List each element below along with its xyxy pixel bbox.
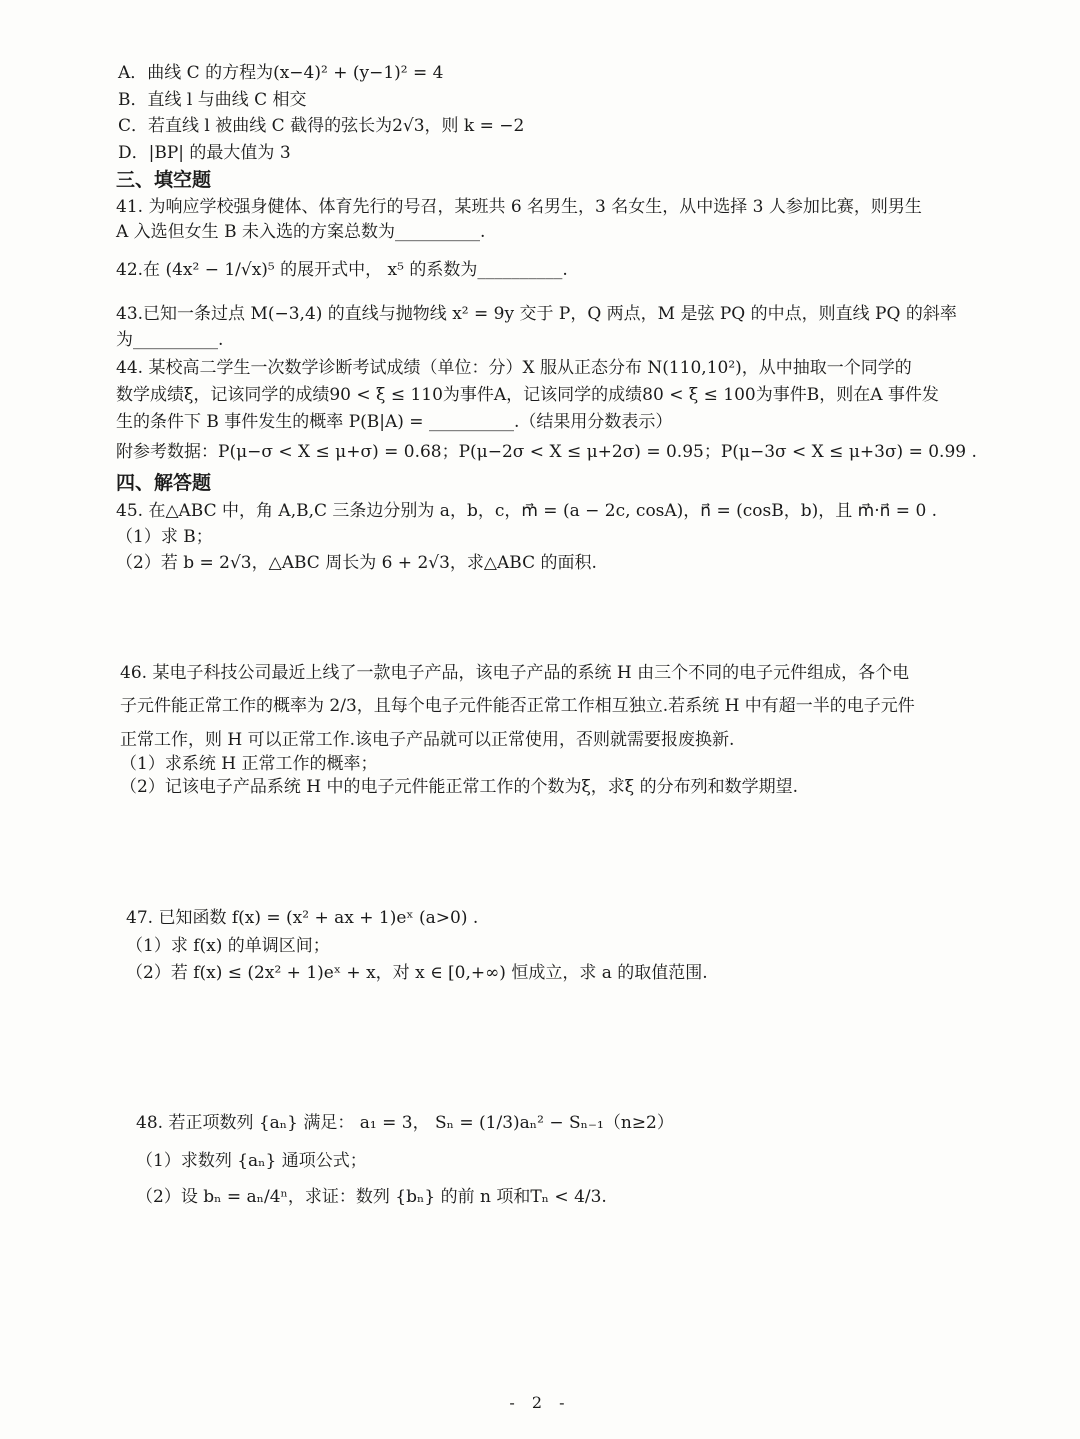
q46-line3: 正常工作，则 H 可以正常工作.该电子产品就可以正常使用，否则就需要报废换新. xyxy=(120,730,735,750)
option-c: C．若直线 l 被曲线 C 截得的弦长为2√3，则 k = −2 xyxy=(118,116,525,136)
page-number: - 2 - xyxy=(509,1393,571,1412)
q46-part1: （1）求系统 H 正常工作的概率； xyxy=(120,754,378,774)
option-b: B．直线 l 与曲线 C 相交 xyxy=(118,90,307,110)
q47-part1: （1）求 f(x) 的单调区间； xyxy=(126,936,330,956)
q43-line2: 为__________. xyxy=(116,330,224,350)
q44-line1: 44. 某校高二学生一次数学诊断考试成绩（单位：分）X 服从正态分布 N(110,10²)，从中抽取一个同学的 xyxy=(116,358,912,378)
option-d: D．|BP| 的最大值为 3 xyxy=(118,143,291,163)
q47-part2: （2）若 f(x) ≤ (2x² + 1)eˣ + x，对 x ∈ [0,+∞) 恒成立，求 a 的取值范围. xyxy=(126,963,708,983)
option-a: A．曲线 C 的方程为(x−4)² + (y−1)² = 4 xyxy=(118,63,444,83)
q48-part1: （1）求数列 {aₙ} 通项公式； xyxy=(136,1151,367,1171)
section-heading-fill-blank: 三、填空题 xyxy=(116,169,212,191)
q44-line2: 数学成绩ξ，记该同学的成绩90 < ξ ≤ 110为事件A，记该同学的成绩80 < ξ ≤ 100为事件B，则在A 事件发 xyxy=(116,385,939,405)
q44-reference-data: 附参考数据：P(μ−σ < X ≤ μ+σ) = 0.68；P(μ−2σ < X ≤ μ+2σ) = 0.95；P(μ−3σ < X ≤ μ+3σ) = 0.99 . xyxy=(116,442,977,462)
q46-line2: 子元件能正常工作的概率为 2/3，且每个电子元件能否正常工作相互独立.若系统 H 中有超一半的电子元件 xyxy=(120,696,915,716)
q46-line1: 46. 某电子科技公司最近上线了一款电子产品，该电子产品的系统 H 由三个不同的电子元件组成，各个电 xyxy=(120,663,910,683)
q47-line1: 47. 已知函数 f(x) = (x² + ax + 1)eˣ (a>0) . xyxy=(126,908,479,928)
q41-line1: 41. 为响应学校强身健体、体育先行的号召，某班共 6 名男生，3 名女生，从中选择 3 人参加比赛，则男生 xyxy=(116,197,922,217)
q41-line2: A 入选但女生 B 未入选的方案总数为__________. xyxy=(116,222,486,242)
section-heading-solutions: 四、解答题 xyxy=(116,472,212,494)
q45-part2: （2）若 b = 2√3，△ABC 周长为 6 + 2√3，求△ABC 的面积. xyxy=(116,553,597,573)
q43-line1: 43.已知一条过点 M(−3,4) 的直线与抛物线 x² = 9y 交于 P，Q 两点，M 是弦 PQ 的中点，则直线 PQ 的斜率 xyxy=(116,304,957,324)
q44-line3: 生的条件下 B 事件发生的概率 P(B|A) = __________.（结果用分数表示） xyxy=(116,412,673,432)
q45-part1: （1）求 B； xyxy=(116,527,213,547)
q42-line1: 42.在 (4x² − 1/√x)⁵ 的展开式中， x⁵ 的系数为__________. xyxy=(116,260,568,280)
q48-line1: 48. 若正项数列 {aₙ} 满足： a₁ = 3， Sₙ = (1/3)aₙ² − Sₙ₋₁（n≥2） xyxy=(136,1113,674,1133)
q48-part2: （2）设 bₙ = aₙ/4ⁿ，求证：数列 {bₙ} 的前 n 项和Tₙ < 4/3. xyxy=(136,1187,607,1207)
q46-part2: （2）记该电子产品系统 H 中的电子元件能正常工作的个数为ξ，求ξ 的分布列和数学期望. xyxy=(120,777,798,797)
q45-line1: 45. 在△ABC 中，角 A,B,C 三条边分别为 a，b，c，m⃗ = (a − 2c, cosA)，n⃗ = (cosB，b)，且 m⃗·n⃗ = 0 . xyxy=(116,501,938,521)
